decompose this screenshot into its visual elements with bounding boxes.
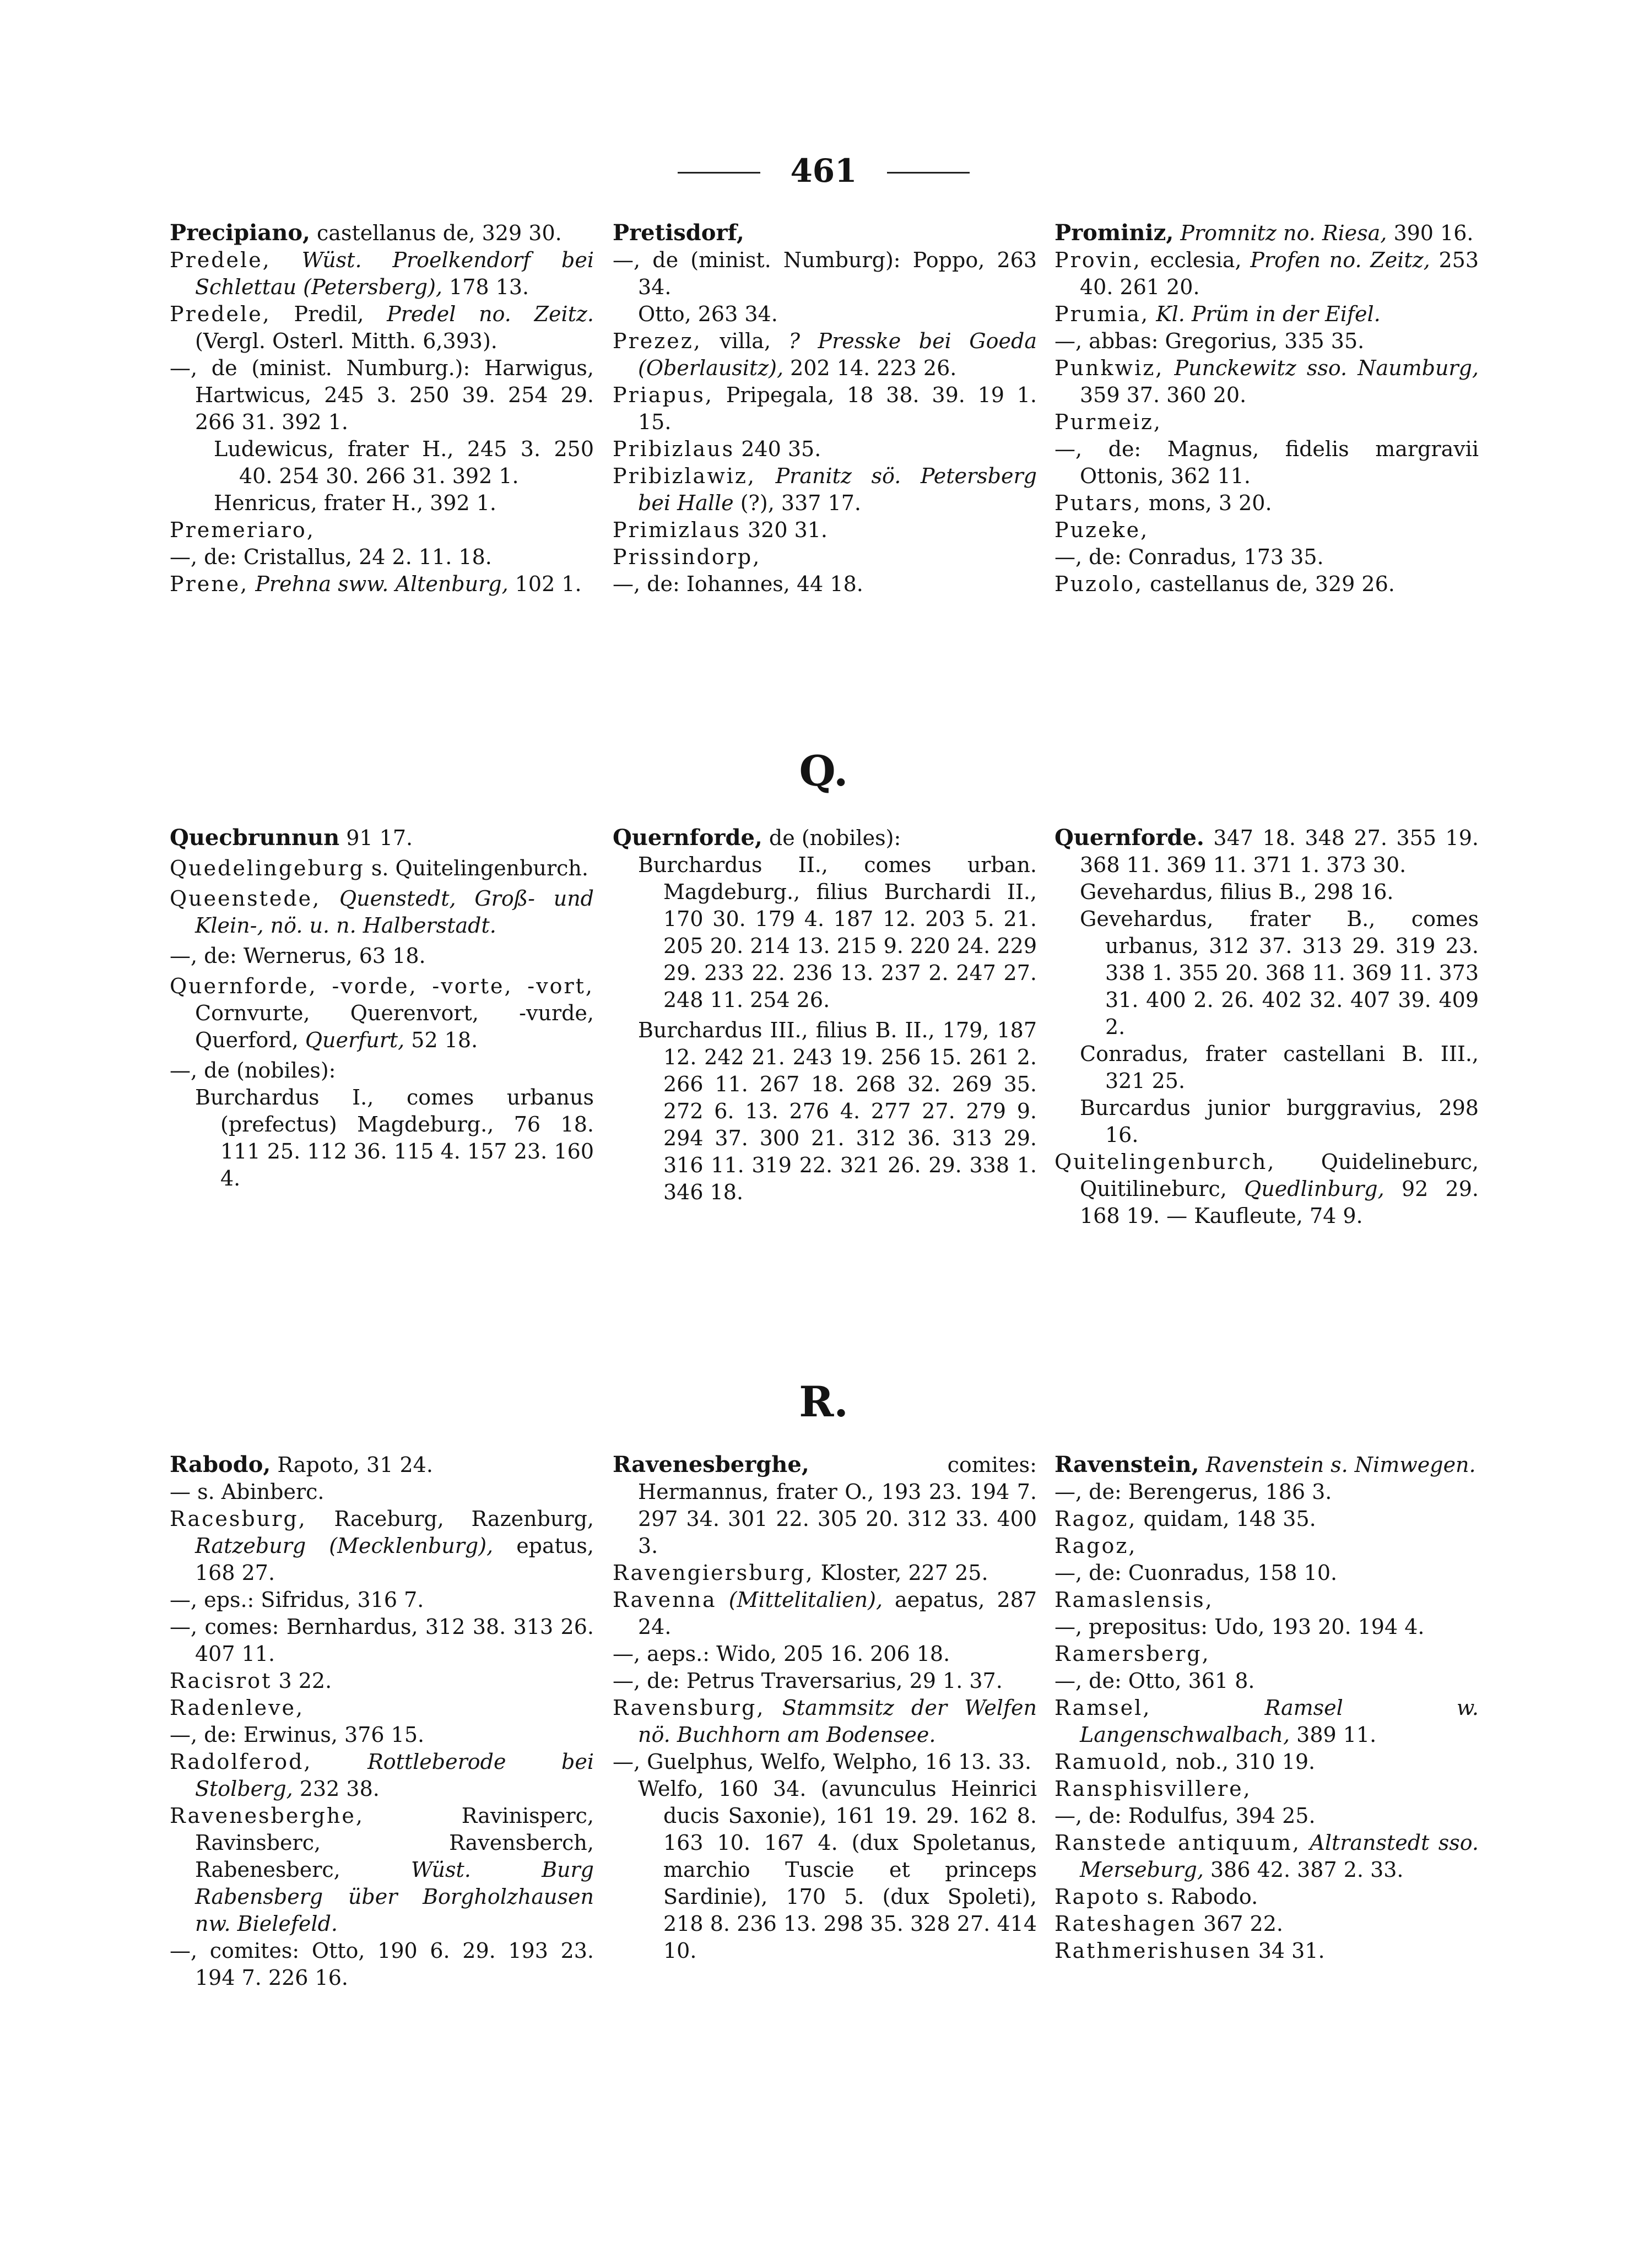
index-entry: Predele, Wüst. Proelkendorf bei Schlettau (Petersberg), 178 13.	[170, 248, 594, 299]
index-entry: Prene, Prehna sww. Altenburg, 102 1.	[170, 572, 582, 596]
index-entry: Ravengiersburg, Kloster, 227 25.	[613, 1561, 988, 1585]
index-entry: Premeriaro,	[170, 518, 315, 542]
index-subentry: —, de: Conradus, 173 35.	[1054, 545, 1324, 569]
index-entry: Ragoz,	[1054, 1534, 1137, 1558]
index-entry: Rateshagen 367 22.	[1054, 1912, 1283, 1936]
index-entry: Queenstede, Quenstedt, Groß- und Klein-, nö. u. n. Halberstadt.	[170, 886, 594, 938]
index-entry: Ravenstein, Ravenstein s. Nimwegen.	[1054, 1452, 1476, 1477]
page-header	[0, 138, 1644, 190]
index-entry: Ravenesberghe, Ravinisperc, Ravinsberc, Ravensberch, Rabenesberc, Wüst. Burg Rabensberg über Borgholzhausen nw. Bielefeld.	[170, 1804, 594, 1936]
index-subentry: —, de: Cuonradus, 158 10.	[1054, 1561, 1338, 1585]
column-1-r-entries	[170, 1451, 594, 1991]
index-entry: Pretisdorf,	[613, 220, 744, 246]
index-entry: Ransphisvillere,	[1054, 1777, 1252, 1801]
index-entry: Racesburg, Raceburg, Razenburg, Ratzeburg (Mecklenburg), epatus, 168 27.	[170, 1507, 594, 1585]
index-entry: Ragoz, quidam, 148 35.	[1054, 1507, 1316, 1531]
index-subentry: Otto, 263 34.	[638, 302, 778, 326]
index-subentry: —, de (minist. Numburg.): Harwigus, Hartwicus, 245 3. 250 39. 254 29. 266 31. 392 1.	[170, 356, 594, 434]
index-subentry: Burchardus I., comes urbanus (prefectus) Magdeburg., 76 18. 111 25. 112 36. 115 4. 157 23. 160 4.	[195, 1085, 594, 1190]
index-entry: Ravensburg, Stammsitz der Welfen nö. Buchhorn am Bodensee.	[613, 1696, 1037, 1747]
index-subentry: —, abbas: Gregorius, 335 35.	[1054, 329, 1365, 353]
index-subentry: —, de: Rodulfus, 394 25.	[1054, 1804, 1316, 1828]
index-subentry: Burchardus III., filius B. II., 179, 187 12. 242 21. 243 19. 256 15. 261 2. 266 11. 267 18. 268 32. 269 35. 272 6. 13. 276 4. 277 27. 279 9. 294 37. 300 21. 312 36. 313 29. 316 11. 319 22. 321 26. 29. 338 1. 346 18.	[638, 1018, 1037, 1204]
index-entry: Predele, Predil, Predel no. Zeitz. (Vergl. Osterl. Mitth. 6,393).	[170, 302, 594, 353]
index-entry: Ravenna (Mittelitalien), aepatus, 287 24.	[613, 1588, 1037, 1639]
index-subentry: —, de: Erwinus, 376 15.	[170, 1723, 425, 1747]
index-subentry: —, Guelphus, Welfo, Welpho, 16 13. 33.	[613, 1750, 1032, 1774]
index-subentry: —, comes: Bernhardus, 312 38. 313 26. 407 11.	[170, 1615, 594, 1666]
header-rule-right	[887, 172, 970, 174]
column-2-q-entries	[613, 821, 1037, 1206]
index-entry: Pribizlawiz, Pranitz sö. Petersberg bei Halle (?), 337 17.	[613, 464, 1037, 515]
index-subentry: Burcardus junior burggravius, 298 16.	[1080, 1096, 1479, 1147]
column-2-r-entries	[613, 1451, 1037, 1964]
page-number: 461	[790, 152, 857, 190]
index-subentry: Burchardus II., comes urban. Magdeburg., filius Burchardi II., 170 30. 179 4. 187 12. 203 5. 21. 205 20. 214 13. 215 9. 220 24. 229 29. 233 22. 236 13. 237 2. 247 27. 248 11. 254 26.	[638, 853, 1037, 1012]
index-entry: Quernforde, -vorde, -vorte, -vort, Cornvurte, Querenvort, -vurde, Querford, Querfurt, 52 18.	[170, 974, 594, 1052]
index-subentry: —, eps.: Sifridus, 316 7.	[170, 1588, 424, 1612]
index-entry: Rathmerishusen 34 31.	[1054, 1939, 1325, 1963]
index-entry: Punkwiz, Punckewitz sso. Naumburg, 359 37. 360 20.	[1054, 356, 1479, 407]
index-entry: Primizlaus 320 31.	[613, 518, 828, 542]
index-entry: Radenleve,	[170, 1696, 305, 1720]
header-rule-left	[678, 172, 760, 174]
index-entry: Quernforde. 347 18. 348 27. 355 19. 368 11. 369 11. 371 1. 373 30.	[1054, 825, 1479, 877]
column-1-p-entries	[170, 219, 594, 598]
index-entry: Ramaslensis,	[1054, 1588, 1214, 1612]
column-3-p-entries	[1054, 219, 1479, 598]
index-subentry: Welfo, 160 34. (avunculus Heinrici ducis Saxonie), 161 19. 29. 162 8. 163 10. 167 4. (dux Spoletanus, marchio Tuscie et princeps Sardinie), 170 5. (dux Spoleti), 218 8. 236 13. 298 35. 328 27. 414 10.	[638, 1777, 1037, 1963]
index-entry: Prumia, Kl. Prüm in der Eifel.	[1054, 302, 1381, 326]
index-subentry: Conradus, frater castellani B. III., 321 25.	[1080, 1042, 1479, 1093]
index-entry: Prissindorp,	[613, 545, 761, 569]
index-subentry: —, de: Otto, 361 8.	[1054, 1669, 1255, 1693]
index-subentry: —, de: Wernerus, 63 18.	[170, 944, 426, 968]
index-entry: Provin, ecclesia, Profen no. Zeitz, 253 40. 261 20.	[1054, 248, 1479, 299]
index-entry: Quitelingenburch, Quidelineburc, Quitilineburc, Quedlinburg, 92 29. 168 19. — Kaufleute, 74 9.	[1054, 1150, 1479, 1228]
index-entry: Ravenesberghe, comites: Hermannus, frater O., 193 23. 194 7. 297 34. 301 22. 305 20. 312 33. 400 3.	[613, 1452, 1037, 1558]
index-entry: Rapoto s. Rabodo.	[1054, 1885, 1258, 1909]
index-subentry: —, de: Magnus, fidelis margravii Ottonis, 362 11.	[1054, 437, 1479, 488]
column-2-p-entries	[613, 219, 1037, 598]
column-1-q-entries	[170, 821, 594, 1192]
index-entry: Ramersberg,	[1054, 1642, 1210, 1666]
index-entry: Quedelingeburg s. Quitelingenburch.	[170, 856, 588, 880]
index-subentry: —, comites: Otto, 190 6. 29. 193 23. 194 7. 226 16.	[170, 1939, 594, 1990]
index-entry: Priapus, Pripegala, 18 38. 39. 19 1. 15.	[613, 383, 1037, 434]
index-entry: Puzeke,	[1054, 518, 1149, 542]
index-subentry: Henricus, frater H., 392 1.	[214, 491, 496, 515]
index-entry: Prominiz, Promnitz no. Riesa, 390 16.	[1054, 220, 1474, 246]
index-entry: Purmeiz,	[1054, 410, 1162, 434]
index-entry: Prezez, villa, ? Presske bei Goeda (Oberlausitz), 202 14. 223 26.	[613, 329, 1037, 380]
index-subentry: Gevehardus, filius B., 298 16.	[1080, 880, 1394, 904]
index-entry: Radolferod, Rottleberode bei Stolberg, 232 38.	[170, 1750, 594, 1801]
index-entry: Rabodo, Rapoto, 31 24.	[170, 1452, 433, 1477]
column-3-q-entries	[1054, 821, 1479, 1230]
index-subentry: —, de: Iohannes, 44 18.	[613, 572, 863, 596]
index-entry: Ramuold, nob., 310 19.	[1054, 1750, 1316, 1774]
index-subentry: —, de (minist. Numburg): Poppo, 263 34.	[613, 248, 1037, 299]
column-3-r-entries	[1054, 1451, 1479, 1964]
index-subentry: —, de: Petrus Traversarius, 29 1. 37.	[613, 1669, 1003, 1693]
index-entry: Racisrot 3 22.	[170, 1669, 332, 1693]
section-letter-r: R.	[799, 1377, 848, 1426]
index-entry: Ramsel, Ramsel w. Langenschwalbach, 389 11.	[1054, 1696, 1479, 1747]
index-entry: Precipiano, castellanus de, 329 30.	[170, 220, 562, 246]
index-entry: Quernforde, de (nobiles):	[613, 825, 901, 851]
index-subentry: —, de (nobiles):	[170, 1058, 336, 1082]
index-entry: Ranstede antiquum, Altranstedt sso. Merseburg, 386 42. 387 2. 33.	[1054, 1831, 1479, 1882]
index-entry: Pribizlaus 240 35.	[613, 437, 821, 461]
index-subentry: —, de: Berengerus, 186 3.	[1054, 1480, 1332, 1504]
index-entry: Puzolo, castellanus de, 329 26.	[1054, 572, 1395, 596]
index-subentry: —, de: Cristallus, 24 2. 11. 18.	[170, 545, 492, 569]
index-subentry: — s. Abinberc.	[170, 1480, 325, 1504]
index-entry: Quecbrunnun 91 17.	[170, 825, 413, 851]
section-letter-q: Q.	[799, 746, 848, 795]
index-subentry: Gevehardus, frater B., comes urbanus, 312 37. 313 29. 319 23. 338 1. 355 20. 368 11. 369 11. 373 31. 400 2. 26. 402 32. 407 39. 409 2.	[1080, 907, 1479, 1039]
index-subentry: —, prepositus: Udo, 193 20. 194 4.	[1054, 1615, 1425, 1639]
index-subentry: —, aeps.: Wido, 205 16. 206 18.	[613, 1642, 950, 1666]
index-subentry: Ludewicus, frater H., 245 3. 250 40. 254 30. 266 31. 392 1.	[214, 437, 594, 488]
index-entry: Putars, mons, 3 20.	[1054, 491, 1272, 515]
